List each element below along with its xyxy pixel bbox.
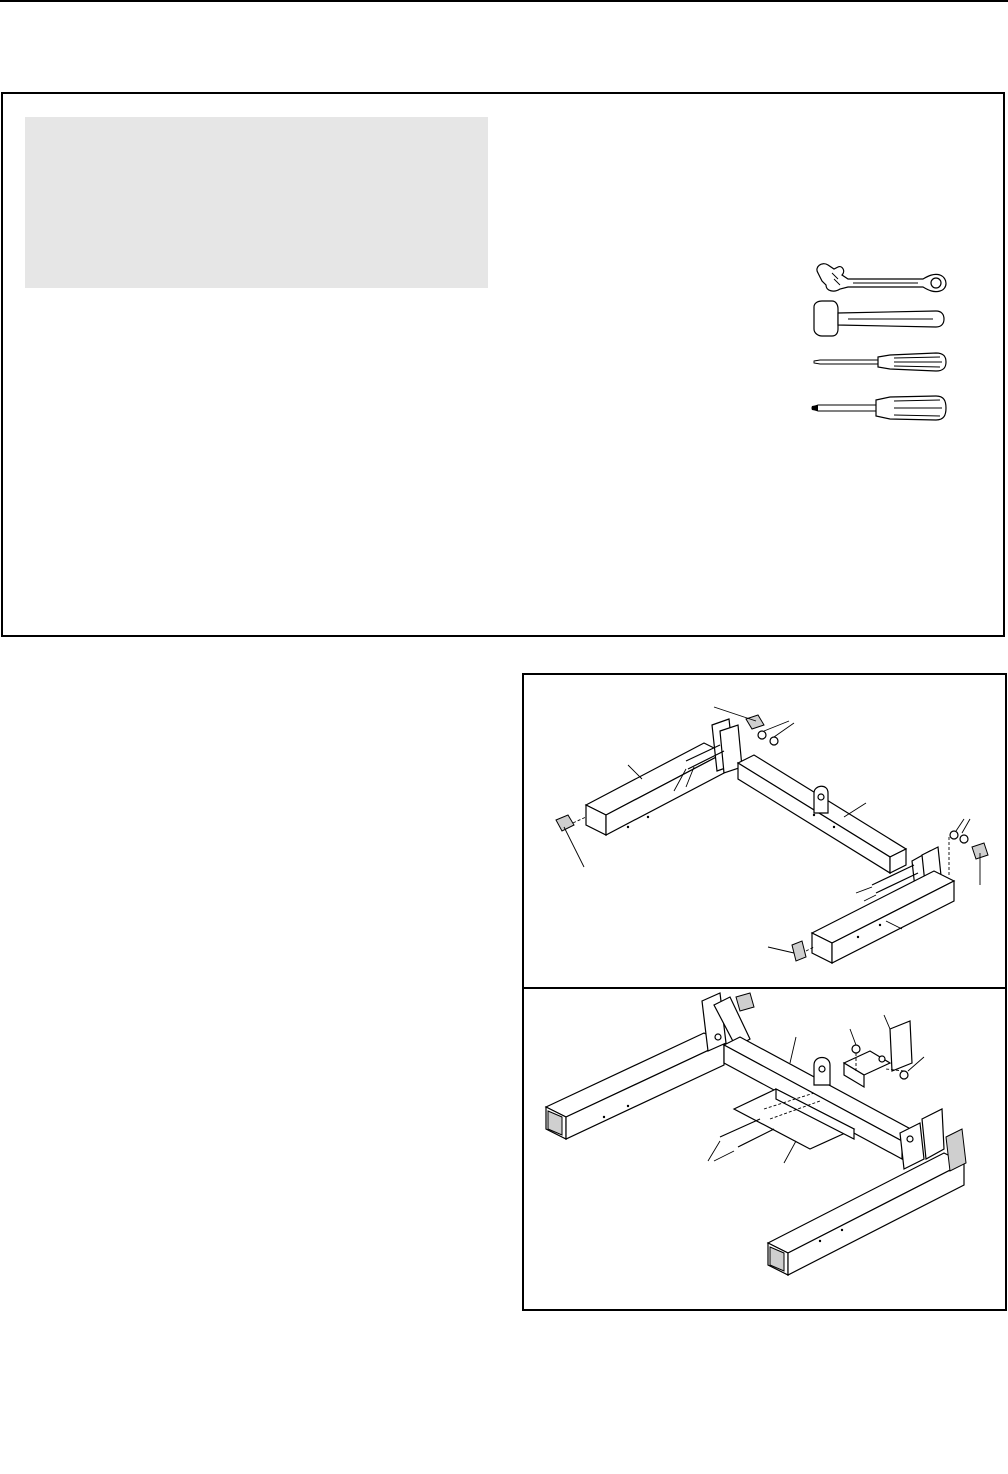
phillips-screwdriver-icon [808, 393, 953, 423]
flat-screwdriver-icon [808, 349, 953, 377]
shaded-note-panel [25, 117, 488, 288]
tools-illustration [808, 259, 953, 434]
mallet-icon [808, 299, 953, 339]
base-frame-assembled-diagram [524, 989, 1005, 1309]
base-frame-exploded-diagram [524, 675, 1005, 987]
assembly-info-box [1, 92, 1005, 637]
wrench-icon [808, 259, 953, 295]
top-rule [0, 0, 1008, 2]
assembly-figure-frame [522, 673, 1007, 1311]
